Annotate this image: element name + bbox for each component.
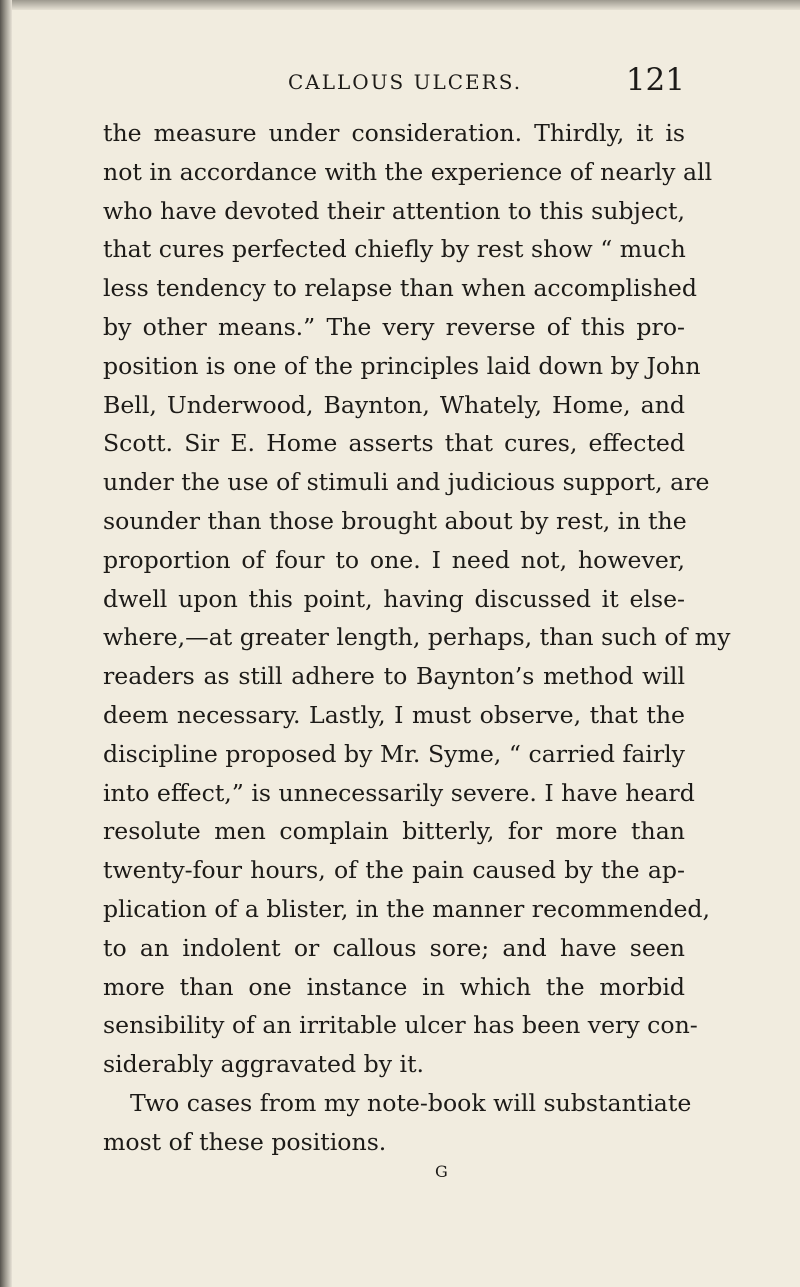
text-line: dwell upon this point, having discussed it else- bbox=[103, 584, 685, 613]
text-line: where,—at greater length, perhaps, than such of my bbox=[103, 623, 731, 652]
text-line: Two cases from my note-book will substantiate bbox=[130, 1088, 692, 1117]
signature-mark: G bbox=[435, 1162, 448, 1181]
text-line: discipline proposed by Mr. Syme, “ carried fairly bbox=[103, 739, 685, 768]
text-line: siderably aggravated by it. bbox=[103, 1050, 425, 1079]
text-line: by other means.” The very reverse of this pro- bbox=[103, 312, 685, 341]
text-line: to an indolent or callous sore; and have seen bbox=[103, 933, 685, 962]
running-head bbox=[100, 62, 685, 102]
text-line: not in accordance with the experience of nearly all bbox=[103, 157, 713, 186]
text-line: more than one instance in which the morbid bbox=[103, 972, 685, 1001]
text-line: the measure under consideration. Thirdly, it is bbox=[103, 119, 685, 147]
text-line: deem necessary. Lastly, I must observe, that the bbox=[103, 700, 685, 729]
text-line: into effect,” is unnecessarily severe. I have heard bbox=[103, 778, 695, 807]
text-line: Bell, Underwood, Baynton, Whately, Home, and bbox=[103, 390, 685, 419]
text-line: twenty-four hours, of the pain caused by the ap- bbox=[103, 856, 685, 885]
page-top-edge bbox=[0, 0, 800, 10]
text-line: sensibility of an irritable ulcer has been very con- bbox=[103, 1011, 698, 1040]
text-line: readers as still adhere to Baynton’s method will bbox=[103, 662, 685, 691]
text-line: Scott. Sir E. Home asserts that cures, effected bbox=[103, 429, 685, 458]
text-line: position is one of the principles laid down by John bbox=[103, 351, 701, 380]
text-line: less tendency to relapse than when accomplished bbox=[103, 274, 698, 303]
text-line: who have devoted their attention to this subject, bbox=[103, 196, 685, 225]
text-line: plication of a blister, in the manner recommended, bbox=[103, 894, 711, 923]
text-line: that cures perfected chiefly by rest show “ much bbox=[103, 235, 686, 264]
text-line: under the use of stimuli and judicious support, are bbox=[103, 468, 710, 497]
text-line: sounder than those brought about by rest, in the bbox=[103, 506, 687, 535]
page-number: 121 bbox=[625, 62, 685, 98]
binding-edge bbox=[0, 0, 12, 1287]
text-line: proportion of four to one. I need not, however, bbox=[103, 545, 685, 574]
running-title: CALLOUS ULCERS. bbox=[288, 70, 523, 94]
text-line: most of these positions. bbox=[103, 1127, 387, 1156]
text-line: resolute men complain bitterly, for more than bbox=[103, 817, 685, 846]
body-text bbox=[103, 114, 731, 1162]
